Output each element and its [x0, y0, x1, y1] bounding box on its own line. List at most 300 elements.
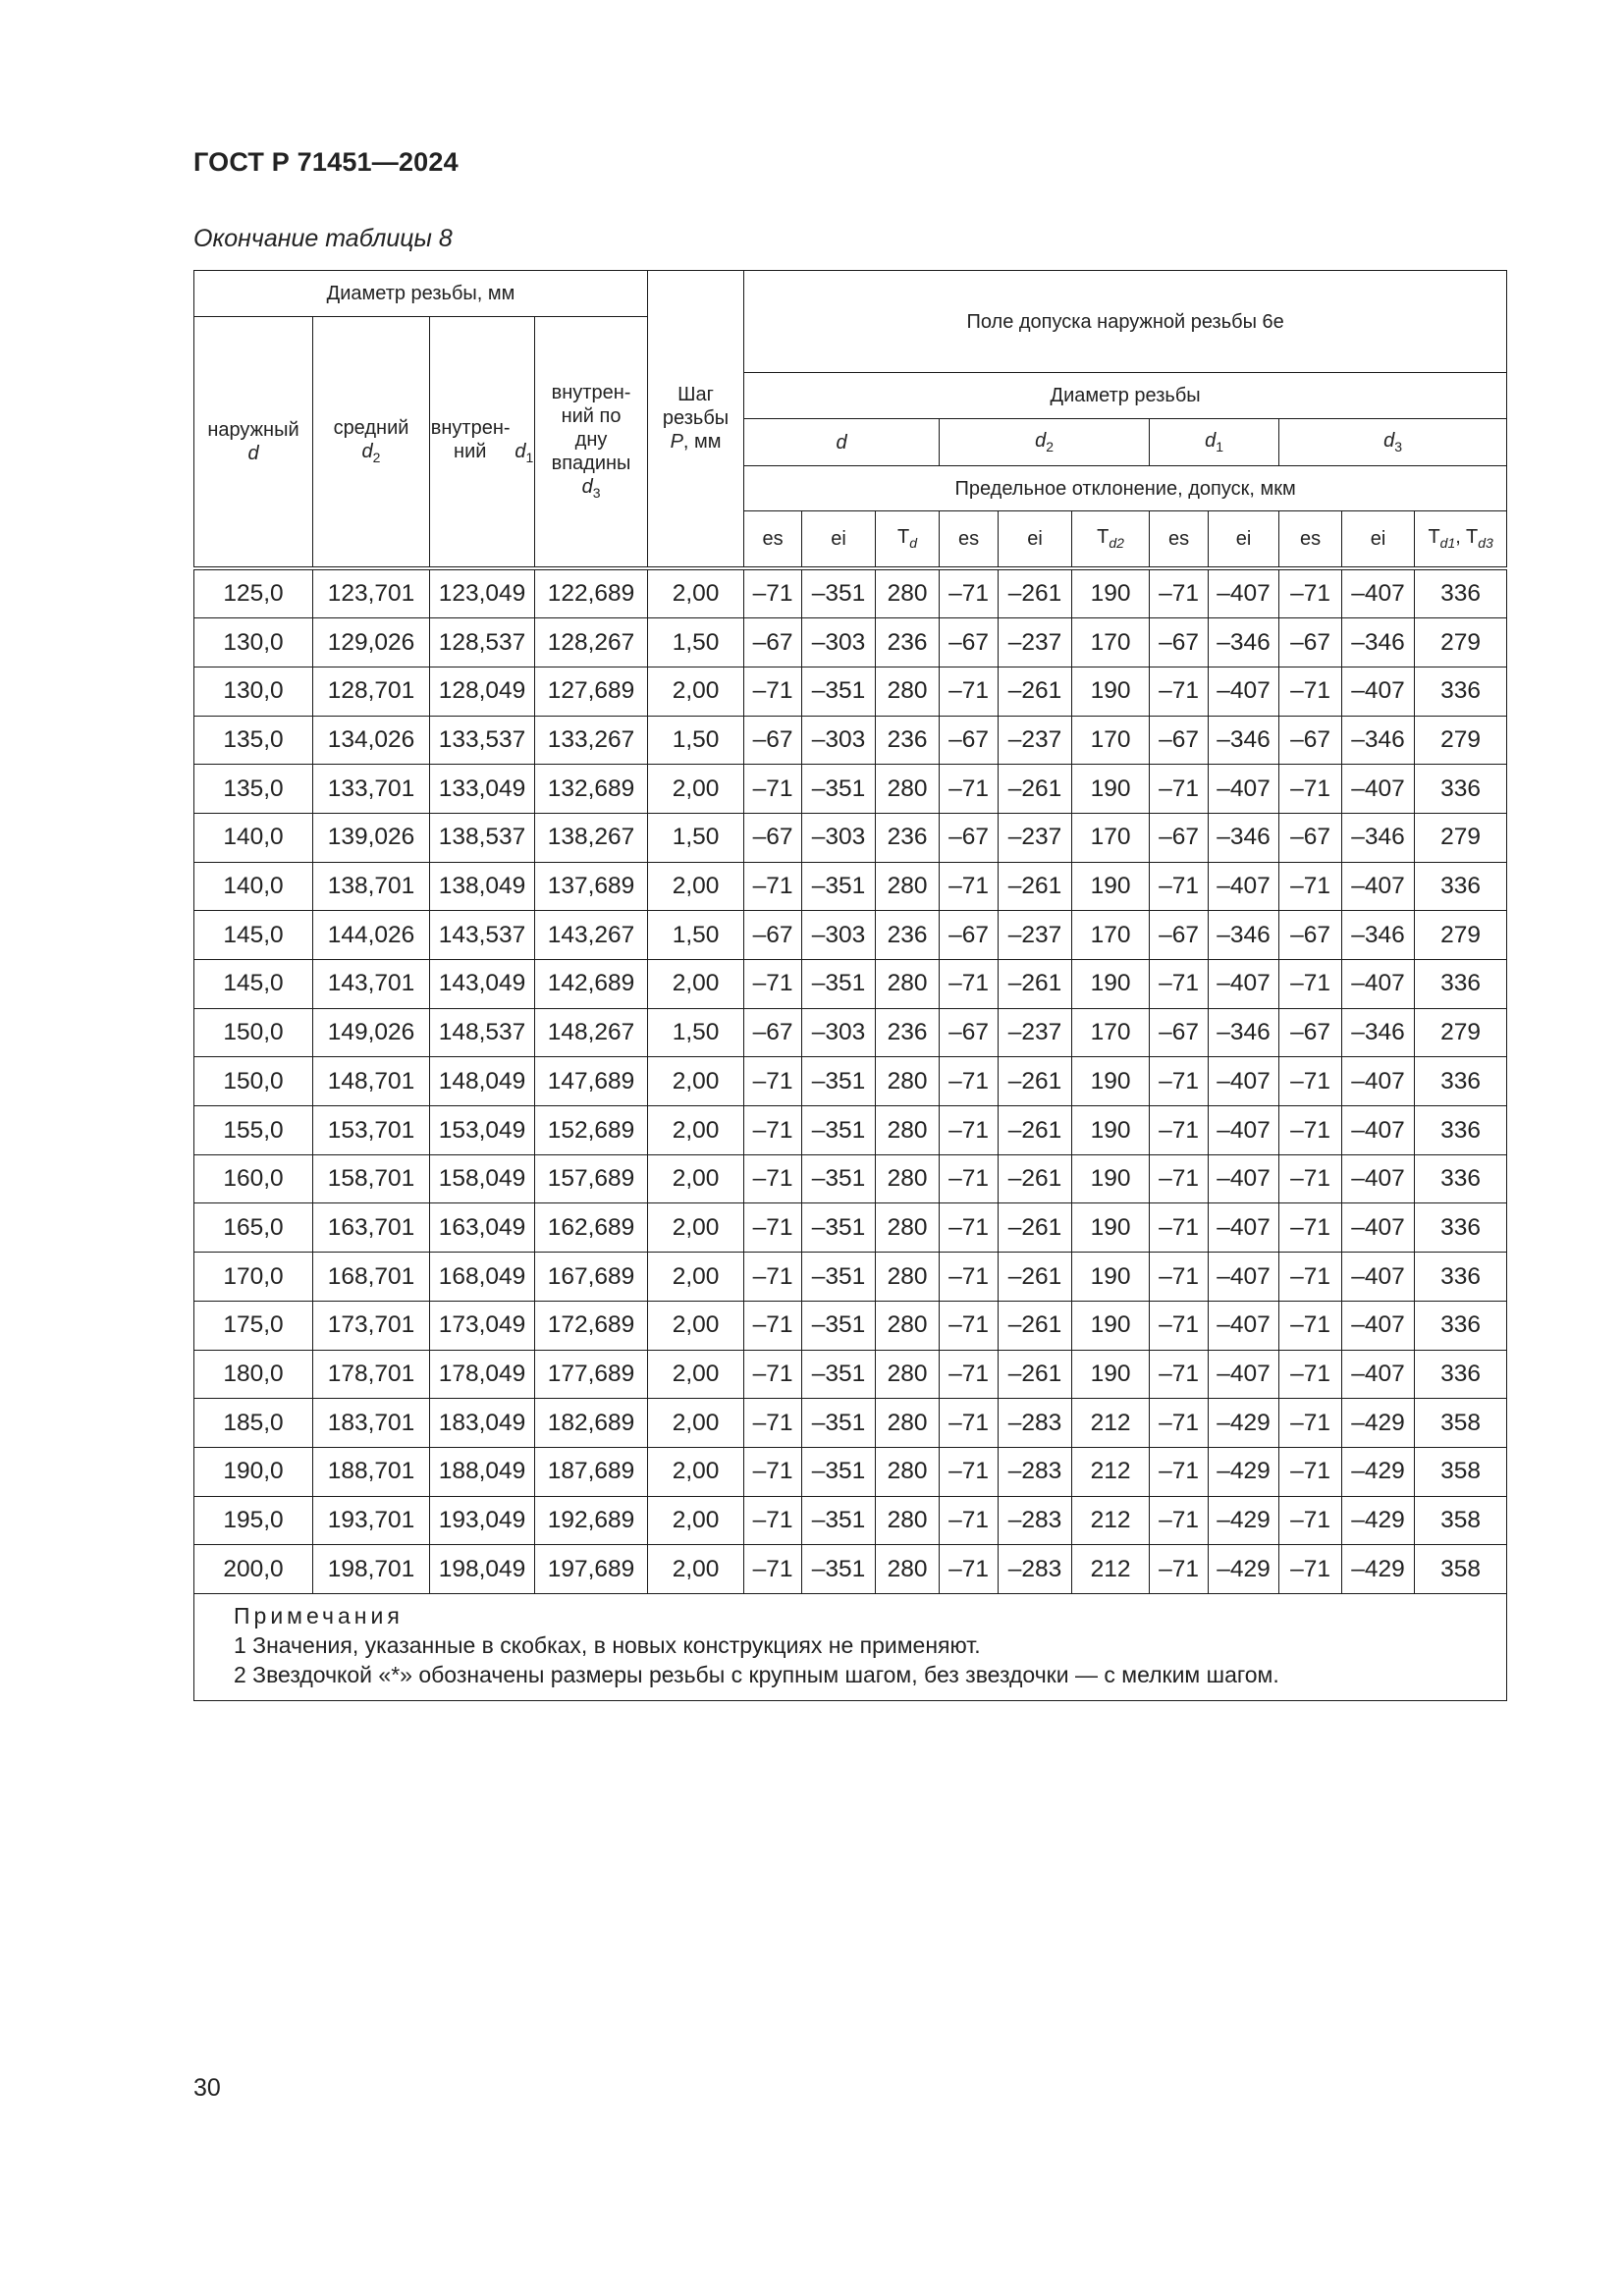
table-cell: –407	[1342, 765, 1415, 814]
table-cell: 170	[1072, 618, 1150, 667]
table-cell: 236	[876, 813, 940, 862]
table-cell: 336	[1415, 960, 1507, 1009]
table-cell: 212	[1072, 1399, 1150, 1448]
table-cell: –71	[1150, 1106, 1209, 1155]
table-cell: 143,049	[430, 960, 535, 1009]
table-cell: –237	[999, 1008, 1072, 1057]
table-cell: 162,689	[535, 1203, 648, 1253]
table-cell: –71	[940, 568, 999, 618]
table-row	[194, 960, 1507, 1009]
table-cell: 197,689	[535, 1545, 648, 1594]
table-cell: 1,50	[648, 813, 744, 862]
table-cell: –71	[744, 1399, 802, 1448]
table-cell: 190	[1072, 568, 1150, 618]
table-cell: 200,0	[194, 1545, 313, 1594]
table-cell: 170	[1072, 716, 1150, 765]
table-cell: 358	[1415, 1447, 1507, 1496]
table-cell: –283	[999, 1399, 1072, 1448]
table-cell: –71	[1150, 1154, 1209, 1203]
table-cell: –261	[999, 960, 1072, 1009]
table-cell: –303	[802, 618, 876, 667]
table-cell: –346	[1342, 716, 1415, 765]
table-cell: 336	[1415, 1253, 1507, 1302]
table-cell: 138,049	[430, 862, 535, 911]
table-cell: 280	[876, 1399, 940, 1448]
table-cell: –71	[940, 1203, 999, 1253]
table-cell: 358	[1415, 1496, 1507, 1545]
table-cell: 172,689	[535, 1301, 648, 1350]
table-cell: –346	[1342, 813, 1415, 862]
table-cell: 2,00	[648, 1399, 744, 1448]
table-cell: –429	[1209, 1399, 1279, 1448]
table-cell: 185,0	[194, 1399, 313, 1448]
table-cell: –71	[1279, 862, 1342, 911]
table-cell: –283	[999, 1447, 1072, 1496]
table-cell: –71	[744, 568, 802, 618]
table-cell: –71	[940, 1447, 999, 1496]
note-item: 1 Значения, указанные в скобках, в новых конструкциях не применяют.	[234, 1631, 981, 1658]
table-cell: –71	[1150, 1496, 1209, 1545]
table-cell: –407	[1342, 960, 1415, 1009]
table-cell: –71	[1279, 1350, 1342, 1399]
header-d3: $d_3$	[1279, 419, 1507, 466]
table-row	[194, 1496, 1507, 1545]
table-cell: 280	[876, 1350, 940, 1399]
table-cell: 336	[1415, 862, 1507, 911]
table-cell: –71	[1150, 1545, 1209, 1594]
table-cell: –407	[1209, 1253, 1279, 1302]
table-cell: 2,00	[648, 1106, 744, 1155]
table-cell: –71	[1279, 1154, 1342, 1203]
table-cell: 2,00	[648, 1301, 744, 1350]
table-cell: 128,537	[430, 618, 535, 667]
table-cell: –237	[999, 813, 1072, 862]
table-cell: 138,701	[313, 862, 430, 911]
header-d2-es: es	[940, 511, 999, 568]
table-cell: –71	[1279, 1301, 1342, 1350]
table-cell: 127,689	[535, 667, 648, 716]
table-cell: 123,049	[430, 568, 535, 618]
table-cell: 183,701	[313, 1399, 430, 1448]
table-cell: –71	[744, 667, 802, 716]
table-cell: –71	[1279, 1496, 1342, 1545]
table-cell: –237	[999, 716, 1072, 765]
table-cell: 280	[876, 862, 940, 911]
table-cell: –71	[744, 1350, 802, 1399]
table-cell: –261	[999, 1057, 1072, 1106]
header-middle-diameter: средний $d_2$	[313, 317, 430, 568]
table-cell: –71	[744, 1253, 802, 1302]
table-cell: –67	[1150, 716, 1209, 765]
table-cell: –71	[940, 960, 999, 1009]
table-cell: 147,689	[535, 1057, 648, 1106]
table-cell: –71	[1279, 1057, 1342, 1106]
table-cell: 158,049	[430, 1154, 535, 1203]
table-cell: –351	[802, 667, 876, 716]
table-cell: –407	[1342, 1154, 1415, 1203]
table-cell: –407	[1342, 862, 1415, 911]
header-d-ei: ei	[802, 511, 876, 568]
table-cell: –71	[940, 667, 999, 716]
table-cell: 128,701	[313, 667, 430, 716]
table-cell: –71	[1150, 1203, 1209, 1253]
table-cell: –71	[1150, 1301, 1209, 1350]
table-cell: –67	[744, 618, 802, 667]
header-diameter-group: Диаметр резьбы, мм	[194, 271, 648, 317]
header-td2: $T_{d2}$	[1072, 511, 1150, 568]
table-cell: 336	[1415, 1350, 1507, 1399]
table-notes	[194, 1593, 1507, 1700]
table-cell: 138,267	[535, 813, 648, 862]
table-cell: –407	[1342, 1253, 1415, 1302]
table-cell: –67	[1150, 618, 1209, 667]
table-row	[194, 765, 1507, 814]
table-cell: –261	[999, 1203, 1072, 1253]
table-cell: 279	[1415, 618, 1507, 667]
table-cell: 190	[1072, 1350, 1150, 1399]
table-cell: 190	[1072, 1203, 1150, 1253]
table-cell: –407	[1342, 1350, 1415, 1399]
table-cell: –346	[1342, 618, 1415, 667]
table-cell: –67	[1279, 813, 1342, 862]
table-cell: 193,049	[430, 1496, 535, 1545]
table-cell: –346	[1209, 911, 1279, 960]
table-cell: 152,689	[535, 1106, 648, 1155]
table-cell: –261	[999, 1253, 1072, 1302]
table-cell: –407	[1342, 667, 1415, 716]
table-cell: –283	[999, 1545, 1072, 1594]
table-cell: –429	[1209, 1496, 1279, 1545]
table-cell: –71	[1279, 667, 1342, 716]
table-cell: 336	[1415, 667, 1507, 716]
table-cell: 190	[1072, 1154, 1150, 1203]
table-row	[194, 911, 1507, 960]
table-cell: –67	[1279, 618, 1342, 667]
table-cell: 182,689	[535, 1399, 648, 1448]
table-cell: 173,701	[313, 1301, 430, 1350]
table-cell: –67	[940, 618, 999, 667]
table-cell: 178,701	[313, 1350, 430, 1399]
table-cell: –407	[1209, 960, 1279, 1009]
table-cell: 2,00	[648, 1154, 744, 1203]
header-outer-diameter: наружный d	[194, 317, 313, 568]
table-cell: –71	[1150, 862, 1209, 911]
table-row	[194, 1154, 1507, 1203]
thread-tolerance-table	[193, 270, 1507, 1701]
header-d2-ei: ei	[999, 511, 1072, 568]
table-cell: –261	[999, 765, 1072, 814]
table-cell: 173,049	[430, 1301, 535, 1350]
table-cell: –407	[1209, 1203, 1279, 1253]
table-cell: –351	[802, 1154, 876, 1203]
table-row	[194, 813, 1507, 862]
table-cell: –71	[1279, 1253, 1342, 1302]
table-cell: 280	[876, 1154, 940, 1203]
table-cell: –407	[1209, 1106, 1279, 1155]
table-cell: –71	[940, 862, 999, 911]
table-cell: 145,0	[194, 960, 313, 1009]
table-cell: 236	[876, 618, 940, 667]
table-cell: 192,689	[535, 1496, 648, 1545]
table-cell: –67	[1279, 716, 1342, 765]
table-cell: 2,00	[648, 1447, 744, 1496]
header-tolerance-field: Поле допуска наружной резьбы 6е	[744, 271, 1507, 373]
table-cell: –71	[1150, 1057, 1209, 1106]
table-cell: –303	[802, 1008, 876, 1057]
table-cell: –71	[1150, 765, 1209, 814]
table-cell: 280	[876, 1496, 940, 1545]
table-cell: –71	[1150, 667, 1209, 716]
header-d: d	[744, 419, 940, 466]
table-cell: 177,689	[535, 1350, 648, 1399]
header-d1: $d_1$	[1150, 419, 1279, 466]
table-cell: –67	[744, 1008, 802, 1057]
table-cell: 138,537	[430, 813, 535, 862]
table-cell: 163,049	[430, 1203, 535, 1253]
table-cell: 2,00	[648, 1057, 744, 1106]
table-cell: –346	[1209, 1008, 1279, 1057]
table-cell: 143,267	[535, 911, 648, 960]
table-cell: –237	[999, 618, 1072, 667]
table-cell: 195,0	[194, 1496, 313, 1545]
table-cell: –407	[1209, 1154, 1279, 1203]
table-cell: –351	[802, 1496, 876, 1545]
table-cell: –71	[744, 1203, 802, 1253]
table-cell: 137,689	[535, 862, 648, 911]
table-cell: –71	[1150, 1253, 1209, 1302]
table-row	[194, 667, 1507, 716]
table-cell: 168,049	[430, 1253, 535, 1302]
table-cell: –351	[802, 960, 876, 1009]
table-cell: –71	[744, 1057, 802, 1106]
table-cell: –67	[940, 1008, 999, 1057]
table-cell: 193,701	[313, 1496, 430, 1545]
table-cell: –351	[802, 1203, 876, 1253]
table-cell: 148,267	[535, 1008, 648, 1057]
table-row	[194, 1301, 1507, 1350]
table-cell: –351	[802, 1106, 876, 1155]
table-cell: –303	[802, 813, 876, 862]
table-row	[194, 1106, 1507, 1155]
table-cell: 140,0	[194, 813, 313, 862]
table-cell: 188,701	[313, 1447, 430, 1496]
table-cell: 168,701	[313, 1253, 430, 1302]
table-cell: 280	[876, 765, 940, 814]
table-cell: –261	[999, 667, 1072, 716]
table-row	[194, 618, 1507, 667]
table-cell: 190	[1072, 960, 1150, 1009]
table-cell: 1,50	[648, 716, 744, 765]
table-cell: –407	[1209, 1057, 1279, 1106]
header-thread-diameter: Диаметр резьбы	[744, 373, 1507, 419]
table-cell: 279	[1415, 813, 1507, 862]
table-cell: –407	[1209, 1350, 1279, 1399]
table-caption: Окончание таблицы 8	[193, 225, 453, 252]
table-cell: 280	[876, 1447, 940, 1496]
table-cell: 122,689	[535, 568, 648, 618]
table-cell: –429	[1342, 1399, 1415, 1448]
table-cell: –351	[802, 1301, 876, 1350]
table-cell: –351	[802, 1399, 876, 1448]
table-cell: 132,689	[535, 765, 648, 814]
table-cell: 190	[1072, 1301, 1150, 1350]
table-cell: –429	[1342, 1545, 1415, 1594]
header-td: $T_d$	[876, 511, 940, 568]
table-cell: 2,00	[648, 667, 744, 716]
table-cell: –71	[1150, 960, 1209, 1009]
table-cell: 144,026	[313, 911, 430, 960]
table-row	[194, 1057, 1507, 1106]
table-cell: 358	[1415, 1545, 1507, 1594]
table-cell: –407	[1342, 1301, 1415, 1350]
table-cell: –346	[1342, 1008, 1415, 1057]
table-cell: 133,049	[430, 765, 535, 814]
table-cell: –283	[999, 1496, 1072, 1545]
table-cell: 279	[1415, 716, 1507, 765]
table-cell: 280	[876, 1301, 940, 1350]
table-cell: –71	[1150, 1447, 1209, 1496]
header-d2: $d_2$	[940, 419, 1150, 466]
table-cell: 236	[876, 1008, 940, 1057]
table-cell: –261	[999, 568, 1072, 618]
table-cell: 2,00	[648, 1203, 744, 1253]
table-cell: –71	[1279, 765, 1342, 814]
table-cell: –407	[1209, 667, 1279, 716]
table-cell: 190	[1072, 862, 1150, 911]
table-cell: 165,0	[194, 1203, 313, 1253]
table-cell: –346	[1209, 618, 1279, 667]
header-pitch: Шаг резьбы P, мм	[648, 271, 744, 568]
table-cell: –67	[744, 911, 802, 960]
table-cell: 130,0	[194, 667, 313, 716]
table-cell: –429	[1342, 1447, 1415, 1496]
table-cell: 163,701	[313, 1203, 430, 1253]
table-cell: 188,049	[430, 1447, 535, 1496]
table-cell: 336	[1415, 1106, 1507, 1155]
table-cell: 183,049	[430, 1399, 535, 1448]
table-row	[194, 1253, 1507, 1302]
table-cell: 145,0	[194, 911, 313, 960]
header-inner-root-diameter: внутрен-ний по дну впадины $d_3$	[535, 317, 648, 568]
header-deviation: Предельное отклонение, допуск, мкм	[744, 466, 1507, 511]
header-d3-ei: ei	[1342, 511, 1415, 568]
table-cell: 358	[1415, 1399, 1507, 1448]
table-cell: 153,701	[313, 1106, 430, 1155]
table-cell: 198,049	[430, 1545, 535, 1594]
table-cell: –71	[744, 1447, 802, 1496]
table-cell: 140,0	[194, 862, 313, 911]
table-cell: –351	[802, 1545, 876, 1594]
header-inner-diameter: внутрен-ний $d_1$	[430, 317, 535, 568]
table-cell: 1,50	[648, 1008, 744, 1057]
table-cell: 139,026	[313, 813, 430, 862]
table-row	[194, 1545, 1507, 1594]
table-cell: 2,00	[648, 1350, 744, 1399]
table-cell: 280	[876, 1545, 940, 1594]
table-cell: –71	[1279, 1106, 1342, 1155]
header-d1-ei: ei	[1209, 511, 1279, 568]
table-cell: –71	[744, 1301, 802, 1350]
table-cell: 336	[1415, 765, 1507, 814]
table-cell: 160,0	[194, 1154, 313, 1203]
table-cell: 170	[1072, 911, 1150, 960]
header-d-es: es	[744, 511, 802, 568]
table-cell: –67	[1279, 1008, 1342, 1057]
table-cell: 143,537	[430, 911, 535, 960]
table-cell: –71	[1150, 1350, 1209, 1399]
table-cell: –261	[999, 862, 1072, 911]
table-cell: 1,50	[648, 911, 744, 960]
table-cell: 2,00	[648, 1496, 744, 1545]
table-cell: 190	[1072, 1106, 1150, 1155]
table-cell: –237	[999, 911, 1072, 960]
table-cell: 150,0	[194, 1008, 313, 1057]
table-cell: 143,701	[313, 960, 430, 1009]
table-cell: 336	[1415, 1301, 1507, 1350]
table-cell: –71	[744, 1545, 802, 1594]
table-cell: 236	[876, 716, 940, 765]
table-cell: –407	[1209, 862, 1279, 911]
table-cell: –71	[940, 1301, 999, 1350]
table-cell: 190,0	[194, 1447, 313, 1496]
table-cell: 135,0	[194, 765, 313, 814]
header-d1-es: es	[1150, 511, 1209, 568]
table-cell: 142,689	[535, 960, 648, 1009]
table-cell: 336	[1415, 1203, 1507, 1253]
table-cell: –71	[940, 1399, 999, 1448]
table-cell: 336	[1415, 1057, 1507, 1106]
table-cell: 134,026	[313, 716, 430, 765]
table-cell: –67	[1150, 813, 1209, 862]
table-cell: –407	[1209, 1301, 1279, 1350]
table-row	[194, 1447, 1507, 1496]
table-cell: 170,0	[194, 1253, 313, 1302]
table-cell: –407	[1342, 1057, 1415, 1106]
table-cell: –67	[940, 716, 999, 765]
table-cell: 123,701	[313, 568, 430, 618]
table-cell: 170	[1072, 813, 1150, 862]
table-cell: 149,026	[313, 1008, 430, 1057]
table-row	[194, 568, 1507, 618]
table-cell: 280	[876, 1203, 940, 1253]
table-cell: 2,00	[648, 568, 744, 618]
table-cell: –71	[1279, 1545, 1342, 1594]
table-cell: 150,0	[194, 1057, 313, 1106]
table-cell: 1,50	[648, 618, 744, 667]
table-cell: 175,0	[194, 1301, 313, 1350]
table-cell: –71	[744, 765, 802, 814]
table-cell: –71	[1279, 568, 1342, 618]
table-body	[194, 568, 1507, 1594]
table-cell: –67	[940, 813, 999, 862]
table-row	[194, 862, 1507, 911]
header-d3-es: es	[1279, 511, 1342, 568]
table-cell: –71	[1279, 960, 1342, 1009]
table-cell: –71	[940, 1154, 999, 1203]
table-cell: –407	[1342, 1106, 1415, 1155]
table-cell: 2,00	[648, 862, 744, 911]
table-cell: –351	[802, 862, 876, 911]
table-cell: 212	[1072, 1496, 1150, 1545]
table-cell: 280	[876, 960, 940, 1009]
table-cell: 128,267	[535, 618, 648, 667]
table-cell: –71	[940, 1106, 999, 1155]
table-cell: –71	[940, 1545, 999, 1594]
table-row	[194, 1203, 1507, 1253]
table-cell: 336	[1415, 568, 1507, 618]
table-cell: –351	[802, 765, 876, 814]
table-cell: –71	[940, 1350, 999, 1399]
